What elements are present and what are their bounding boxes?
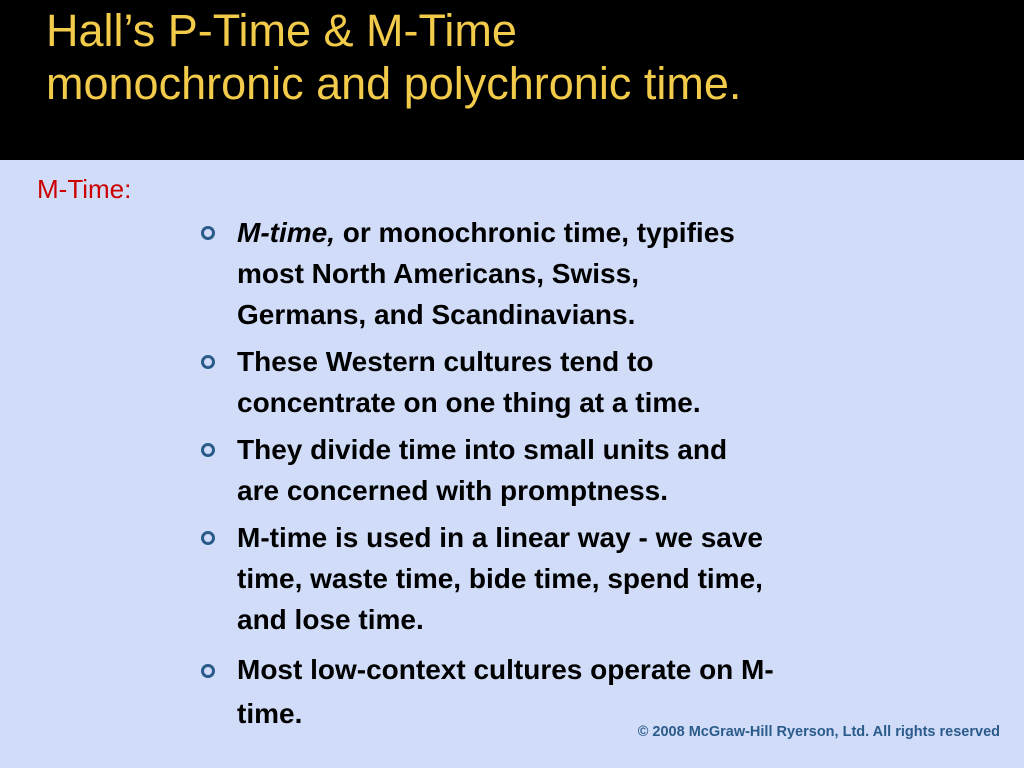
bullet-list xyxy=(198,212,938,736)
bullet-item xyxy=(198,212,938,335)
bullet-text xyxy=(237,212,938,335)
bullet-line: are concerned with promptness. xyxy=(237,475,668,506)
bullet-item xyxy=(198,429,938,511)
bullet-text xyxy=(237,341,938,423)
bullet-item xyxy=(198,341,938,423)
hollow-circle-bullet-icon xyxy=(201,443,215,457)
bullet-text xyxy=(237,517,938,640)
bullet-line: time. xyxy=(237,698,303,729)
hollow-circle-bullet-icon xyxy=(201,664,215,678)
copyright-notice: © 2008 McGraw-Hill Ryerson, Ltd. All rights reserved xyxy=(637,724,1000,740)
bullet-item xyxy=(198,517,938,640)
bullet-line-rest: or monochronic time, typifies xyxy=(335,217,735,248)
bullet-line: and lose time. xyxy=(237,604,424,635)
bullet-line: Most low-context cultures operate on M- xyxy=(237,654,774,685)
bullet-line xyxy=(237,212,938,253)
hollow-circle-bullet-icon xyxy=(201,226,215,240)
bullet-item xyxy=(198,648,938,736)
slide-header xyxy=(0,0,1024,160)
bullet-line: These Western cultures tend to xyxy=(237,346,654,377)
bullet-text xyxy=(237,429,938,511)
bullet-line: most North Americans, Swiss, xyxy=(237,258,639,289)
hollow-circle-bullet-icon xyxy=(201,531,215,545)
bullet-line: They divide time into small units and xyxy=(237,434,728,465)
bullet-line: time, waste time, bide time, spend time, xyxy=(237,563,763,594)
bullet-line: M-time is used in a linear way - we save xyxy=(237,522,763,553)
slide-title xyxy=(46,4,741,110)
bullet-text xyxy=(237,648,938,736)
bullet-line: Germans, and Scandinavians. xyxy=(237,299,636,330)
slide-title-line-2: monochronic and polychronic time. xyxy=(46,58,742,109)
term-emphasis: M-time, xyxy=(237,217,335,248)
hollow-circle-bullet-icon xyxy=(201,355,215,369)
section-label: M-Time: xyxy=(37,174,132,204)
slide-title-line-1: Hall’s P-Time & M-Time xyxy=(46,5,517,56)
bullet-line: concentrate on one thing at a time. xyxy=(237,387,701,418)
